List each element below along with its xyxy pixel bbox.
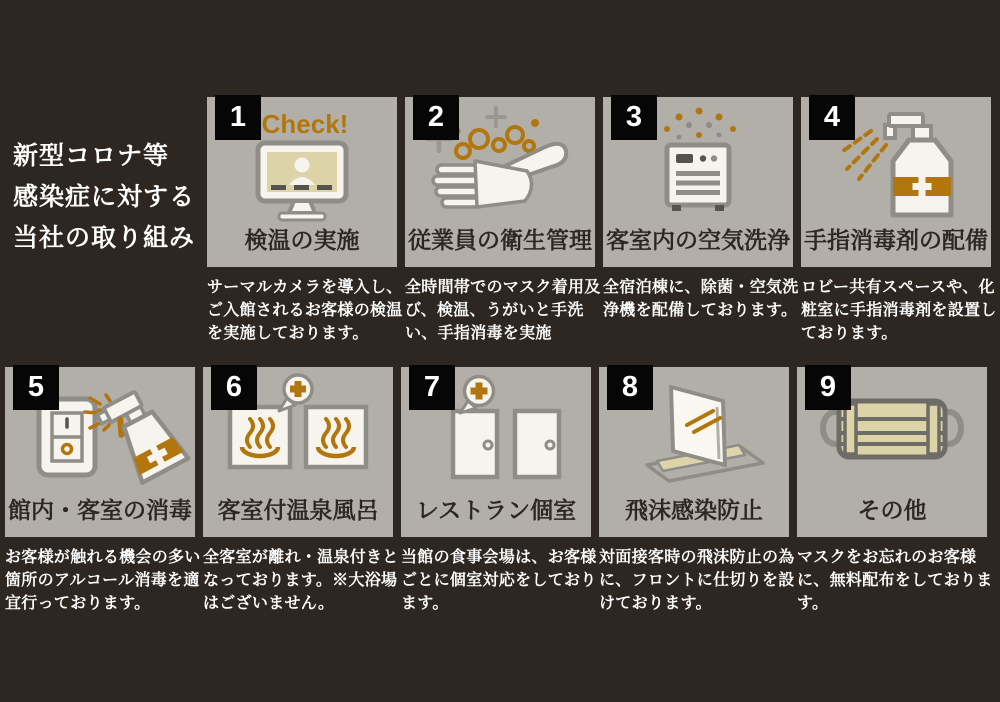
measure-card-air-purification: [603, 97, 799, 322]
card-description: 全客室が離れ・温泉付きとなっております。※大浴場はございません。: [203, 549, 399, 613]
page-title-line: 感染症に対する: [13, 183, 196, 211]
measure-card-sanitizer-placement: [801, 97, 997, 346]
card-panel: [801, 97, 991, 267]
card-panel: [203, 367, 393, 537]
check-label: Check!: [261, 109, 349, 139]
card-description: サーマルカメラを導入し、ご入館されるお客様の検温を実施しております。: [207, 279, 403, 343]
card-title: 手指消毒剤の配備: [804, 227, 988, 253]
page-title-line: 当社の取り組み: [13, 224, 196, 252]
measure-card-other-mask: [797, 367, 993, 616]
measure-card-staff-hygiene: [405, 97, 601, 346]
card-title: その他: [857, 497, 927, 523]
card-number-badge: 1: [215, 95, 261, 140]
card-title: レストラン個室: [415, 497, 577, 523]
card-description: 対面接客時の飛沫防止の為に、フロントに仕切りを設けております。: [599, 549, 795, 613]
card-number-badge: 5: [13, 365, 59, 410]
measure-card-private-dining: [401, 367, 597, 616]
card-title: 飛沫感染防止: [625, 497, 763, 523]
card-title: 客室内の空気洗浄: [606, 227, 790, 253]
card-description: 全宿泊棟に、除菌・空気洗浄機を配備しております。: [603, 279, 799, 320]
card-number-badge: 8: [607, 365, 653, 410]
card-title: 客室付温泉風呂: [217, 497, 379, 523]
measure-card-private-onsen: [203, 367, 399, 616]
measure-card-droplet-prevention: [599, 367, 795, 616]
card-number-badge: 6: [211, 365, 257, 410]
card-panel: [405, 97, 595, 267]
card-title: 館内・客室の消毒: [8, 497, 192, 523]
card-panel: [797, 367, 987, 537]
card-number-badge: 3: [611, 95, 657, 140]
card-number-badge: 9: [805, 365, 851, 410]
card-description: お客様が触れる機会の多い箇所のアルコール消毒を適宜行っております。: [5, 549, 201, 613]
measure-card-temperature-check: [207, 97, 403, 346]
card-number-badge: 7: [409, 365, 455, 410]
page-title-line: 新型コロナ等: [13, 142, 170, 170]
card-description: ロビー共有スペースや、化粧室に手指消毒剤を設置しております。: [801, 279, 997, 343]
card-panel: [401, 367, 591, 537]
card-number-badge: 2: [413, 95, 459, 140]
card-description: マスクをお忘れのお客様に、無料配布をしております。: [797, 549, 993, 613]
card-title: 検温の実施: [244, 227, 360, 253]
page-title: [13, 136, 195, 259]
card-title: 従業員の衛生管理: [408, 227, 592, 253]
measure-card-facility-disinfection: [5, 367, 201, 616]
card-panel: [207, 97, 397, 267]
card-panel: [603, 97, 793, 267]
card-description: 当館の食事会場は、お客様ごとに個室対応をしております。: [401, 549, 597, 613]
card-panel: [599, 367, 789, 537]
card-number-badge: 4: [809, 95, 855, 140]
card-description: 全時間帯でのマスク着用及び、検温、うがいと手洗い、手指消毒を実施: [405, 279, 601, 343]
card-panel: [5, 367, 195, 537]
